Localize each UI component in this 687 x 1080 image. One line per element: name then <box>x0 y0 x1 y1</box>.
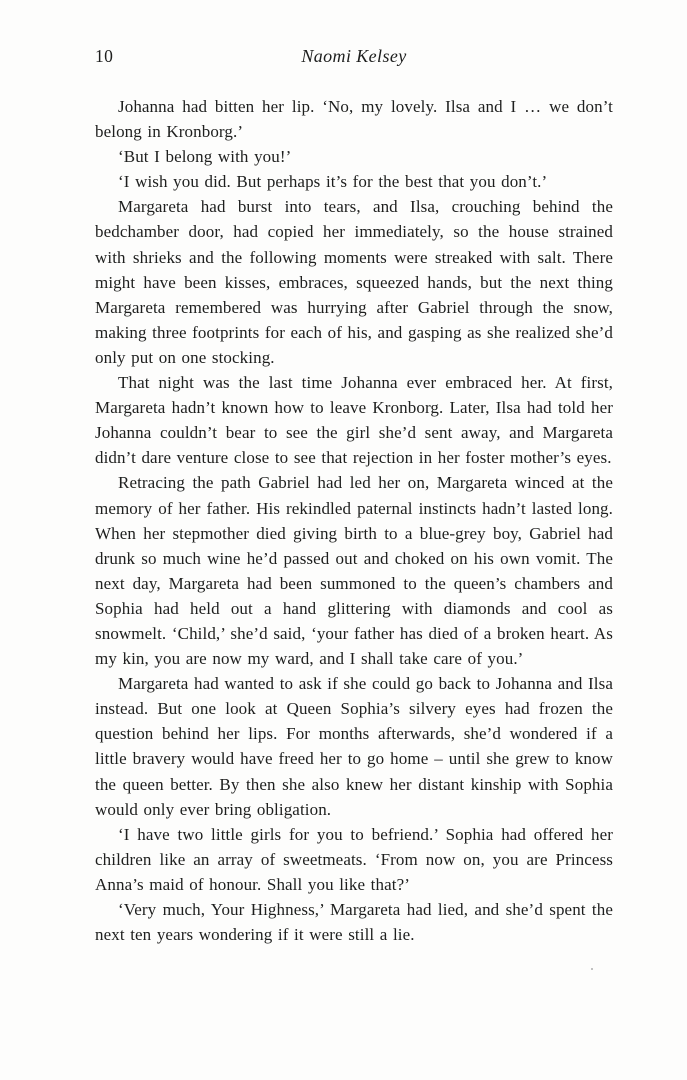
paragraph: Johanna had bitten her lip. ‘No, my lovely. Ilsa and I … we don’t belong in Kronborg.’ <box>95 97 613 142</box>
scan-ink-speck <box>591 968 593 970</box>
paragraph: Margareta had wanted to ask if she could go back to Johanna and Ilsa instead. But one look at Queen Sophia’s silvery eyes had frozen the question behind her lips. For months afterwards, she’d wondered if a little bravery would have freed her to go home – until she grew to know the queen better. By then she also knew her distant kinship with Sophia would only ever bring obligation. <box>95 674 613 819</box>
paragraph: ‘I have two little girls for you to befriend.’ Sophia had offered her children like an array of sweetmeats. ‘From now on, you are Princess Anna’s maid of honour. Shall you like that?’ <box>95 824 613 894</box>
paragraph: ‘I wish you did. But perhaps it’s for the best that you don’t.’ <box>118 172 548 192</box>
page-number: 10 <box>95 46 114 66</box>
running-header-author: Naomi Kelsey <box>301 46 407 66</box>
body-text <box>95 94 613 947</box>
paragraph: Margareta had burst into tears, and Ilsa, crouching behind the bedchamber door, had copied her immediately, so the house strained with shrieks and the following moments were streaked with salt. There might have been kisses, embraces, squeezed hands, but the next thing Margareta remembered was hurrying after Gabriel through the snow, making three footprints for each of his, and gasping as she realized she’d only put on one stocking. <box>95 197 613 367</box>
paragraph: Retracing the path Gabriel had led her on, Margareta winced at the memory of her father. His rekindled paternal instincts hadn’t lasted long. When her stepmother died giving birth to a blue-grey boy, Gabriel had drunk so much wine he’d passed out and choked on his own vomit. The next day, Margareta had been summoned to the queen’s chambers and Sophia had held out a hand glittering with diamonds and cool as snowmelt. ‘Child,’ she’d said, ‘your father has died of a broken heart. As my kin, you are now my ward, and I shall take care of you.’ <box>95 473 613 669</box>
running-header <box>95 46 613 68</box>
paragraph: ‘But I belong with you!’ <box>118 147 292 167</box>
paragraph: ‘Very much, Your Highness,’ Margareta had lied, and she’d spent the next ten years wondering if it were still a lie. <box>95 900 613 945</box>
paragraph: That night was the last time Johanna ever embraced her. At first, Margareta hadn’t known how to leave Kronborg. Later, Ilsa had told her Johanna couldn’t bear to see the girl she’d sent away, and Margareta didn’t dare venture close to see that rejection in her foster mother’s eyes. <box>95 373 613 468</box>
book-page <box>95 46 613 947</box>
